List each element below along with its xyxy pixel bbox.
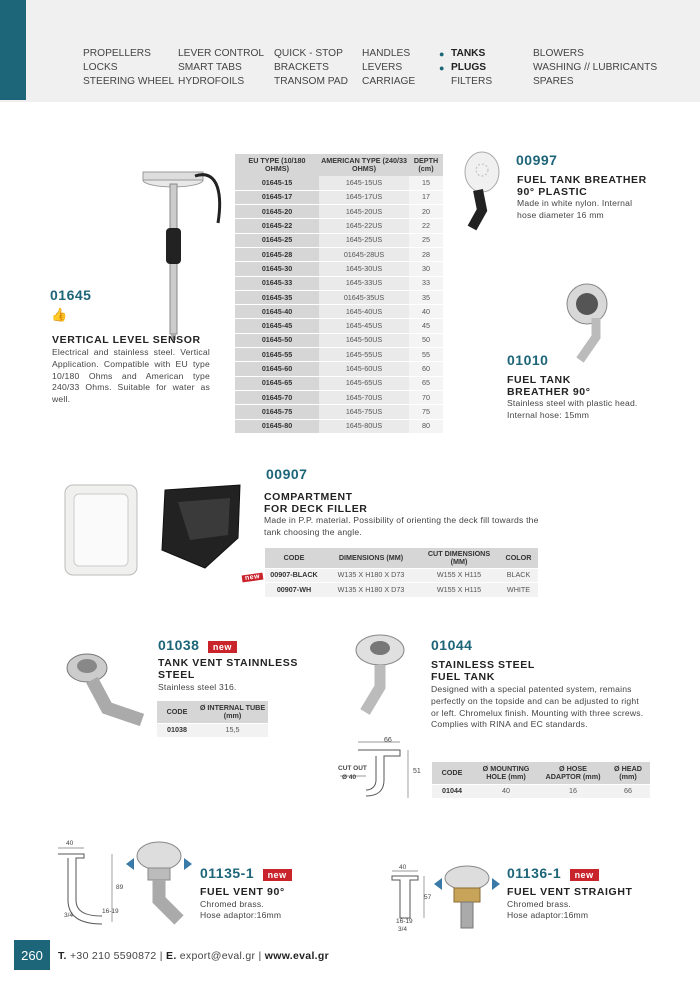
product-description: Hose adaptor:16mm	[507, 910, 589, 920]
product-header-01135-1	[200, 865, 292, 883]
dimension-label: 40	[399, 864, 407, 871]
table-cell: 1645-65US	[319, 376, 409, 390]
col-header: DIMENSIONS (MM)	[323, 548, 419, 568]
table-cell: 35	[409, 290, 443, 304]
dimension-label: CUT OUT	[338, 765, 367, 772]
breather-steel-image	[560, 282, 620, 372]
product-header-01038	[158, 637, 237, 655]
table-cell: 16	[540, 784, 606, 798]
product-title: 90° PLASTIC	[517, 186, 588, 198]
table-row	[235, 205, 443, 219]
fuel-vent-90-drawing	[52, 842, 124, 928]
table-cell: 01645-35	[235, 290, 319, 304]
deck-filler-table	[265, 548, 538, 597]
table-row	[432, 784, 650, 798]
col-header: COLOR	[499, 548, 538, 568]
product-code-01136-1: 01136-1	[507, 865, 562, 881]
table-cell: 50	[409, 333, 443, 347]
table-cell: 1645-17US	[319, 190, 409, 204]
fuel-vent-straight-drawing	[388, 866, 430, 936]
new-badge: new	[570, 869, 599, 881]
tank-vent-table	[157, 701, 268, 737]
product-title: COMPARTMENT	[264, 491, 353, 503]
product-title: FUEL VENT STRAIGHT	[507, 886, 633, 898]
nav-link-active[interactable]: ● TANKS	[439, 48, 486, 59]
product-title: FUEL TANK BREATHER	[517, 174, 647, 186]
product-title: STEEL	[158, 669, 195, 681]
table-cell: 01645-70	[235, 390, 319, 404]
product-title: FOR DECK FILLER	[264, 503, 368, 515]
table-row	[235, 262, 443, 276]
table-cell: 01645-40	[235, 305, 319, 319]
table-cell: 28	[409, 247, 443, 261]
dimension-label: 40	[66, 840, 74, 847]
website-link[interactable]: www.eval.gr	[264, 950, 329, 962]
nav-column-4	[362, 47, 415, 89]
table-cell: 75	[409, 405, 443, 419]
product-description: Electrical and stainless steel. Vertical Application. Compatible with EU type 10/180 Ohms and American type 240/33 Ohms. Suitable for water as well.	[52, 347, 210, 405]
dimension-label: 3/4	[398, 926, 408, 933]
table-cell: 01645-15	[235, 176, 319, 190]
col-header: DEPTH (cm)	[409, 154, 443, 176]
table-cell: 1645-70US	[319, 390, 409, 404]
table-cell: 1645-50US	[319, 333, 409, 347]
footer-contact	[58, 950, 329, 962]
nav-column-5	[439, 47, 493, 89]
table-cell: 1645-33US	[319, 276, 409, 290]
table-row	[265, 568, 538, 582]
nav-link[interactable]: TRANSOM PAD	[274, 76, 348, 87]
table-cell: 1645-20US	[319, 205, 409, 219]
product-code-00907: 00907	[266, 466, 308, 482]
table-cell: 1645-45US	[319, 319, 409, 333]
nav-link[interactable]: BRACKETS	[274, 62, 329, 73]
table-cell: 01645-80	[235, 419, 319, 433]
nav-link[interactable]: SMART TABS	[178, 62, 242, 73]
bullet-icon: ●	[439, 49, 445, 59]
col-header: CODE	[265, 548, 323, 568]
col-header: Ø HEAD (mm)	[606, 762, 650, 784]
new-badge: new	[242, 573, 264, 583]
table-cell: 01038	[157, 723, 197, 737]
product-description: Stainless steel 316.	[158, 682, 237, 692]
product-code-01135-1: 01135-1	[200, 865, 255, 881]
dimension-label: Ø 40	[342, 774, 357, 781]
nav-link[interactable]: WASHING // LUBRICANTS	[533, 62, 658, 73]
col-header: AMERICAN TYPE (240/33 OHMS)	[319, 154, 409, 176]
product-description: Chromed brass.	[200, 899, 264, 909]
table-row	[235, 276, 443, 290]
product-title: VERTICAL LEVEL SENSOR	[52, 334, 201, 346]
tank-vent-image	[62, 648, 152, 738]
table-cell: 1645-30US	[319, 262, 409, 276]
table-cell: 01645-30	[235, 262, 319, 276]
table-cell: 00907-WH	[265, 582, 323, 596]
table-cell: WHITE	[499, 582, 538, 596]
product-description: Stainless steel with plastic head. Internal hose: 15mm	[507, 398, 638, 420]
phone-number[interactable]: +30 210 5590872	[70, 950, 157, 962]
product-title: TANK VENT STAINNLESS	[158, 657, 298, 669]
new-badge: new	[263, 869, 292, 881]
product-title: FUEL TANK	[431, 671, 495, 683]
table-row	[235, 405, 443, 419]
fuel-vent-straight-image	[432, 862, 502, 930]
nav-column-2	[178, 47, 264, 89]
nav-link[interactable]: FILTERS	[451, 76, 493, 87]
product-code-01010: 01010	[507, 352, 549, 368]
col-header: Ø MOUNTING HOLE (mm)	[472, 762, 540, 784]
fuel-vent-90-image	[124, 838, 194, 930]
separator: |	[159, 950, 163, 962]
dimension-label: 16-19	[396, 918, 413, 925]
table-row	[235, 190, 443, 204]
product-description: Designed with a special patented system, remains perfectly on the topside and can be adjusted to right or left. Chromelux finish. Mounting with three screws. Complies with RINA and EC standards.	[431, 684, 644, 730]
table-cell: 1645-80US	[319, 419, 409, 433]
table-cell: 01645-45	[235, 319, 319, 333]
table-cell: 01645-55	[235, 348, 319, 362]
nav-column-1	[83, 47, 174, 89]
nav-link[interactable]: LEVER CONTROL	[178, 48, 265, 59]
nav-link-active[interactable]: ● PLUGS	[439, 62, 487, 73]
page-number: 260	[14, 940, 50, 970]
bullet-icon: ●	[439, 63, 445, 73]
chapter-tab	[0, 0, 26, 100]
col-header: CUT DIMENSIONS (MM)	[419, 548, 499, 568]
table-body	[235, 176, 443, 433]
nav-link[interactable]: BLOWERS	[533, 48, 584, 59]
product-code-01645: 01645	[50, 287, 92, 303]
table-row	[157, 723, 268, 737]
table-cell: 25	[409, 233, 443, 247]
thumbs-up-icon: 👍	[51, 307, 68, 322]
dimension-label: 89	[116, 884, 124, 891]
table-cell: 01645-22	[235, 219, 319, 233]
table-cell: 01645-17	[235, 190, 319, 204]
phone-label: T.	[58, 950, 67, 962]
table-cell: 65	[409, 376, 443, 390]
table-cell: 1645-25US	[319, 233, 409, 247]
nav-link[interactable]: CARRIAGE	[362, 76, 416, 87]
nav-column-6	[533, 47, 657, 89]
product-description: Chromed brass.	[507, 899, 571, 909]
fuel-tank-table	[432, 762, 650, 798]
table-cell: W155 X H115	[419, 582, 499, 596]
table-cell: 01645-25	[235, 233, 319, 247]
fuel-tank-steel-image	[340, 632, 420, 722]
table-row	[235, 176, 443, 190]
table-cell: 40	[472, 784, 540, 798]
nav-link[interactable]: HANDLES	[362, 48, 411, 59]
col-header: CODE	[432, 762, 472, 784]
product-header-01136-1	[507, 865, 599, 883]
new-badge: new	[208, 641, 237, 653]
table-cell: 40	[409, 305, 443, 319]
col-header: CODE	[157, 701, 197, 723]
col-header: Ø HOSE ADAPTOR (mm)	[540, 762, 606, 784]
dimension-label: 57	[424, 894, 432, 901]
nav-link[interactable]: QUICK - STOP	[274, 48, 343, 59]
table-cell: 1645-60US	[319, 362, 409, 376]
table-cell: 01645-33	[235, 276, 319, 290]
dimension-label: 3/4	[64, 912, 74, 919]
table-cell: 01645-50	[235, 333, 319, 347]
table-row	[235, 219, 443, 233]
table-row	[265, 582, 538, 596]
table-cell: 1645-15US	[319, 176, 409, 190]
table-cell: 01645-35US	[319, 290, 409, 304]
table-cell: 1645-40US	[319, 305, 409, 319]
nav-link[interactable]: HYDROFOILS	[178, 76, 245, 87]
table-cell: W135 X H180 X D73	[323, 568, 419, 582]
table-row	[235, 233, 443, 247]
table-cell: 01645-60	[235, 362, 319, 376]
table-row	[235, 333, 443, 347]
table-cell: W135 X H180 X D73	[323, 582, 419, 596]
deck-filler-image	[60, 480, 260, 580]
nav-link[interactable]: LOCKS	[83, 62, 118, 73]
dimension-label: 66	[384, 737, 392, 744]
product-title: BREATHER 90°	[507, 386, 591, 398]
email-link[interactable]: export@eval.gr	[179, 950, 256, 962]
table-row	[235, 362, 443, 376]
table-cell: 01645-65	[235, 376, 319, 390]
table-row	[235, 247, 443, 261]
nav-link[interactable]: STEERING WHEEL	[83, 76, 175, 87]
product-code-00997: 00997	[516, 152, 558, 168]
col-header: EU TYPE (10/180 OHMS)	[235, 154, 319, 176]
table-cell: 20	[409, 205, 443, 219]
nav-column-3	[274, 47, 348, 89]
table-cell: 17	[409, 190, 443, 204]
table-cell: 30	[409, 262, 443, 276]
product-title: STAINLESS STEEL	[431, 659, 535, 671]
nav-link[interactable]: LEVERS	[362, 62, 403, 73]
product-description: Made in P.P. material. Possibility of orienting the deck fill towards the tank choosing the angle.	[264, 515, 539, 537]
table-cell: 00907-BLACK	[265, 568, 323, 582]
table-cell: 1645-75US	[319, 405, 409, 419]
product-description: Hose adaptor:16mm	[200, 910, 282, 920]
table-cell: 33	[409, 276, 443, 290]
table-cell: 70	[409, 390, 443, 404]
table-cell: 01645-75	[235, 405, 319, 419]
table-cell: 1645-22US	[319, 219, 409, 233]
table-row	[235, 305, 443, 319]
table-cell: 60	[409, 362, 443, 376]
col-header: Ø INTERNAL TUBE (mm)	[197, 701, 268, 723]
table-cell: W155 X H115	[419, 568, 499, 582]
table-cell: 01044	[432, 784, 472, 798]
table-row	[235, 319, 443, 333]
product-description: Made in white nylon. Internal hose diameter 16 mm	[517, 198, 633, 220]
table-row	[235, 376, 443, 390]
table-cell: 22	[409, 219, 443, 233]
product-title: FUEL TANK	[507, 374, 571, 386]
dimension-label: 51	[413, 768, 421, 775]
table-cell: 80	[409, 419, 443, 433]
table-cell: BLACK	[499, 568, 538, 582]
table-cell: 01645-20	[235, 205, 319, 219]
table-cell: 1645-55US	[319, 348, 409, 362]
separator: |	[258, 950, 262, 962]
table-cell: 01645-28	[235, 247, 319, 261]
table-cell: 01645-28US	[319, 247, 409, 261]
nav-link[interactable]: PROPELLERS	[83, 48, 151, 59]
table-row	[235, 419, 443, 433]
dimension-label: 16-19	[102, 908, 119, 915]
product-code-01038: 01038	[158, 637, 200, 653]
nav-link[interactable]: SPARES	[533, 76, 574, 87]
breather-plastic-image	[460, 150, 510, 232]
table-row	[235, 348, 443, 362]
product-code-01044: 01044	[431, 637, 473, 653]
table-cell: 55	[409, 348, 443, 362]
table-cell: 45	[409, 319, 443, 333]
table-cell: 15,5	[197, 723, 268, 737]
table-row	[235, 290, 443, 304]
product-title: FUEL VENT 90°	[200, 886, 285, 898]
email-label: E.	[166, 950, 177, 962]
level-sensor-table	[235, 154, 443, 434]
table-cell: 15	[409, 176, 443, 190]
table-row	[235, 390, 443, 404]
table-cell: 66	[606, 784, 650, 798]
